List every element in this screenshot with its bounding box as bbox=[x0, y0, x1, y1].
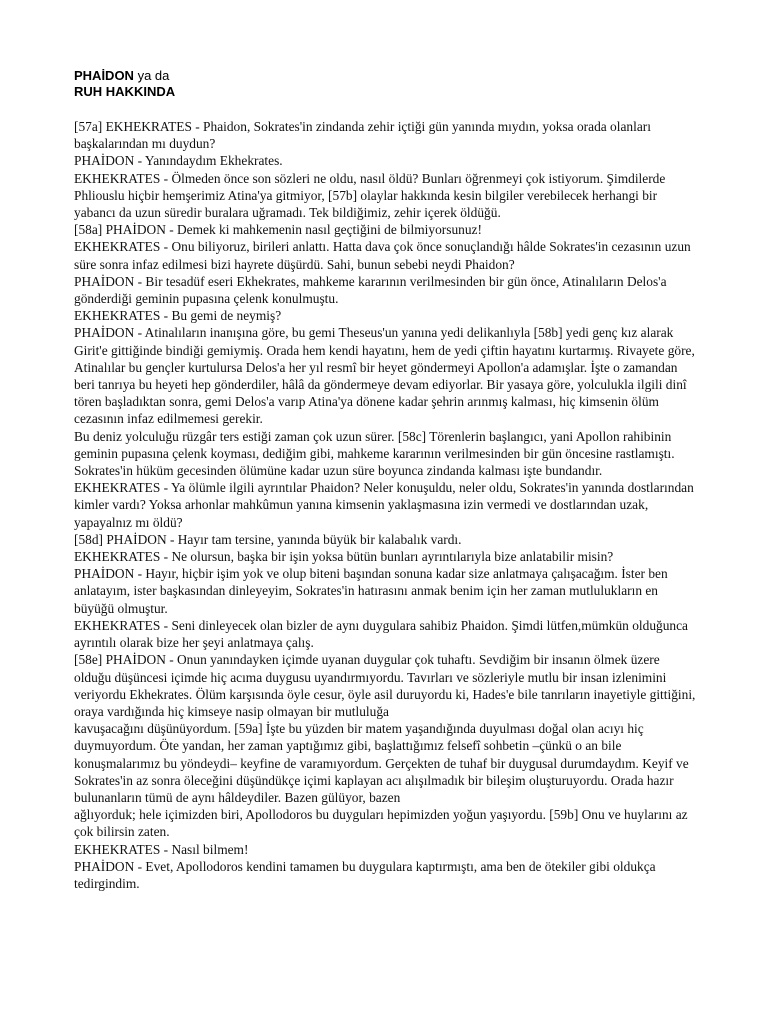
title-name: PHAİDON bbox=[74, 68, 134, 83]
paragraph: [58a] PHAİDON - Demek ki mahkemenin nasıl geçtiğini de bilmiyorsunuz! bbox=[74, 222, 482, 238]
paragraph: PHAİDON - Evet, Apollodoros kendini tamamen bu duygulara kaptırmıştı, ama ben de ötekiler gibi oldukça tedirgindim. bbox=[74, 858, 656, 891]
paragraph: [57a] EKHEKRATES - Phaidon, Sokrates'in zindanda zehir içtiği gün yanında mıydın, yoksa orada olanları başkalarından mı duydun? bbox=[74, 119, 651, 152]
paragraph: PHAİDON - Atinalıların inanışına göre, bu gemi Theseus'un yanına yedi delikanlıyla [58b] yedi genç kız alarak Girit'e gittiğinde bindiği gemiymiş. Orada hem kendi hayatını, hem de yedi çiftin hayatını kurtarmış. Rivayete göre, Atinalılar bu gençler kurtulursa Delos'a her yıl resmî bir heyet göndermeyi Apollon'a adamışlar. İşte o zamandan beri tanrıya bu heyeti hep gönderdiler, hâlâ da göndermeye devam ediyorlar. Bir yasaya göre, yolculukla ilgili dinî tören başladıktan sonra, gemi Delos'a varıp Atina'ya dönene kadar şehrin arınmış kalması, hiç kimsenin ölüm cezasının infaz edilmemesi gerekir. bbox=[74, 325, 695, 427]
paragraph: EKHEKRATES - Seni dinleyecek olan bizler de aynı duygulara sahibiz Phaidon. Şimdi lütfen,mümkün olduğunca ayrıntılı olarak bize her şeyi anlatmaya çalış. bbox=[74, 617, 688, 651]
paragraph: EKHEKRATES - Bu gemi de neymiş? bbox=[74, 308, 282, 324]
paragraph: EKHEKRATES - Onu biliyoruz, birileri anlattı. Hatta dava çok önce sonuçlandığı hâlde Sokrates'in cezasının uzun süre sonra infaz edilmesi bizi hayrete düşürdü. Sahi, bunun sebebi neydi Phaidon? bbox=[74, 239, 691, 272]
paragraph: PHAİDON - Yanındaydım Ekhekrates. bbox=[74, 153, 283, 169]
paragraph: Bu deniz yolculuğu rüzgâr ters estiği zaman çok uzun sürer. [58c] Törenlerin başlangıcı, yani Apollon rahibinin geminin pupasına çelenk koyması, dediğim gibi, mahkeme kararının verilmesinden bir gün öncesine rastlamıştı. Sokrates'in hüküm gecesinden ölümüne kadar uzun süre boyunca zindanda kalması işte bundandır. bbox=[74, 428, 675, 479]
paragraph: [58e] PHAİDON - Onun yanındayken içimde uyanan duygular çok tuhaftı. Sevdiğim bir insanın ölmek üzere olduğu düşüncesi içimde hiç acıma duygusu uyandırmıyordu. Tavırları ve sözleriyle mutlu bir insan izlenimini veriyordu Ekhekrates. Ölüm karşısında öyle cesur, öyle asil duruyordu ki, Hades'e bile tanrıların inayetiyle gittiğini, oraya vardığında hiç kimseye nasip olmayan bir mutluluğa bbox=[74, 652, 696, 719]
document-body bbox=[74, 118, 696, 892]
document-subtitle bbox=[74, 84, 696, 100]
paragraph: PHAİDON - Bir tesadüf eseri Ekhekrates, mahkeme kararının verilmesinden bir gün önce, Atinalıların Delos'a gönderdiği geminin pupasına çelenk konulmuştu. bbox=[74, 273, 667, 307]
title-suffix: ya da bbox=[133, 68, 170, 83]
paragraph: EKHEKRATES - Nasıl bilmem! bbox=[74, 841, 249, 857]
paragraph: [58d] PHAİDON - Hayır tam tersine, yanında büyük bir kalabalık vardı. bbox=[74, 531, 462, 547]
paragraph: PHAİDON - Hayır, hiçbir işim yok ve olup biteni başından sonuna kadar size anlatmaya çalışacağım. İster ben anlatayım, ister başkasından dinleyeyim, Sokrates'in hatırasını anmak benim için her zaman mutlulukların en büyüğü olmuştur. bbox=[74, 566, 668, 616]
paragraph: EKHEKRATES - Ne olursun, başka bir işin yoksa bütün bunları ayrıntılarıyla bize anlatabilir misin? bbox=[74, 549, 614, 565]
document-title bbox=[74, 68, 696, 84]
paragraph: EKHEKRATES - Ölmeden önce son sözleri ne oldu, nasıl öldü? Bunları öğrenmeyi çok istiyorum. Şimdilerde Phliouslu hiçbir hemşerimiz Atina'ya gitmiyor, [57b] olaylar hakkında kesin bilgiler verebilecek herhangi bir yabancı da uzun süredir buralara uğramadı. Tek bildiğimiz, zehir içerek öldüğü. bbox=[74, 170, 666, 221]
paragraph: ağlıyorduk; hele içimizden biri, Apollodoros bu duyguları hepimizden yoğun yaşıyordu. [59b] Onu ve huylarını az çok bilirsin zaten. bbox=[74, 807, 688, 840]
document-page bbox=[74, 68, 696, 892]
subtitle-text: RUH HAKKINDA bbox=[74, 84, 176, 99]
paragraph: kavuşacağını düşünüyordum. [59a] İşte bu yüzden bir matem yaşandığında duyulması doğal olan acıyı hiç duymuyordum. Öte yandan, her zaman yaptığımız gibi, başlattığımız felsefî sohbetin –çünkü o an bile konuşmalarımız bu yöndeydi– keyfine de varamıyordum. Gerçekten de tuhaf bir duygusal durumdaydım. Keyif ve Sokrates'in az sonra öleceğini düşündükçe içimi kaplayan acı alışılmadık bir bileşim oluşturuyordu. Orada hazır bulunanların tümü de aynı hâldeydiler. Bazen gülüyor, bazen bbox=[74, 721, 689, 805]
paragraph: EKHEKRATES - Ya ölümle ilgili ayrıntılar Phaidon? Neler konuşuldu, neler oldu, Sokrates'in yanında dostlarından kimler vardı? Yoksa arhonlar mahkûmun yanına kimsenin yaklaşmasına izin vermedi ve dostlarından uzak, yapayalnız mı öldü? bbox=[74, 480, 694, 530]
